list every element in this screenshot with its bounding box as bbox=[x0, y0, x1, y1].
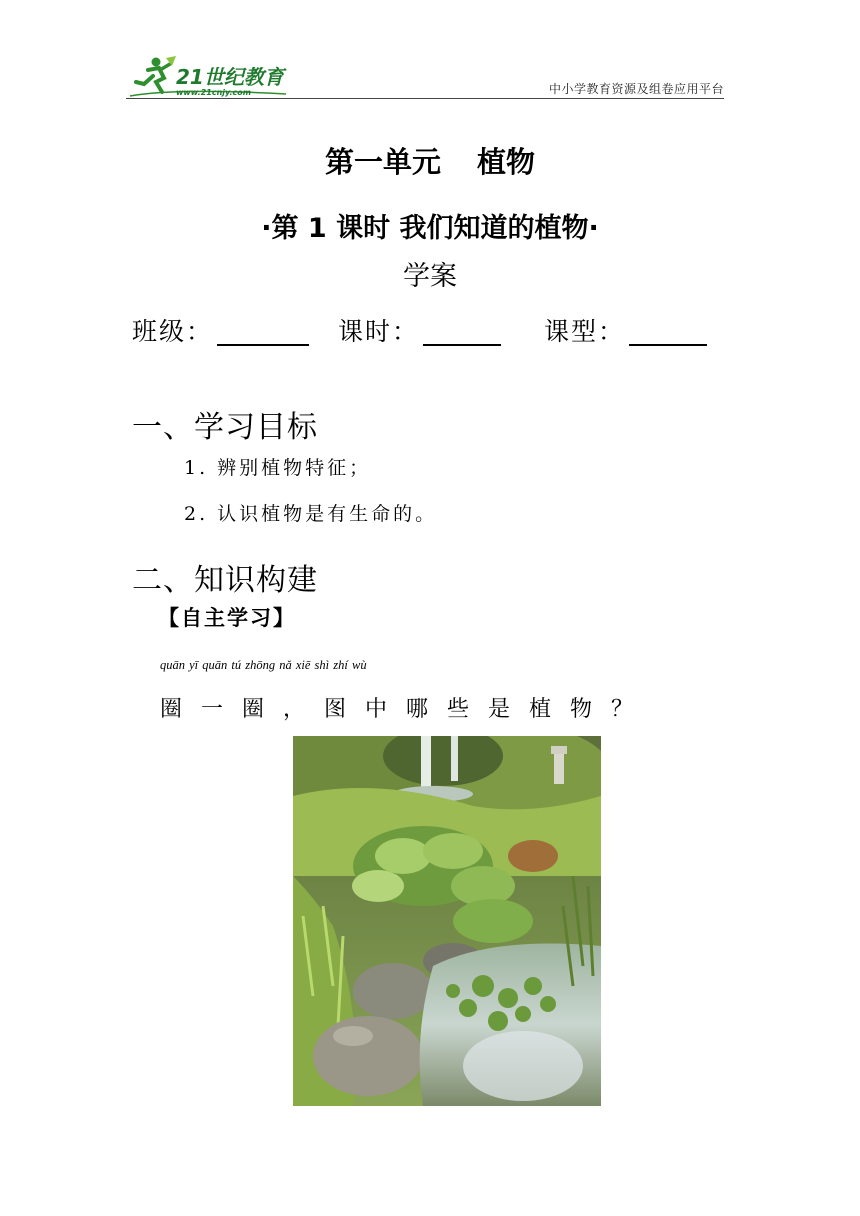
class-label: 班级： bbox=[132, 317, 214, 346]
unit-title-part2: 植物 bbox=[477, 145, 536, 179]
logo-text: 21世纪教育 bbox=[176, 65, 284, 89]
type-label: 课型： bbox=[544, 317, 626, 346]
unit-title-part1: 第一单元 bbox=[324, 145, 441, 179]
type-blank[interactable] bbox=[629, 316, 707, 346]
period-label: 课时： bbox=[338, 317, 420, 346]
platform-name: 中小学教育资源及组卷应用平台 bbox=[548, 82, 724, 96]
lesson-title: ·第 1 课时 我们知道的植物· bbox=[261, 213, 599, 244]
garden-pond-photo bbox=[293, 736, 601, 1106]
goal-item: 1. 辨别植物特征； bbox=[184, 457, 372, 479]
logo-url: www.21cnjy.com bbox=[176, 88, 252, 97]
question-text: 圈一圈，图中哪些是植物？ bbox=[160, 697, 653, 722]
goal-item: 2. 认识植物是有生命的。 bbox=[184, 503, 438, 525]
type-field bbox=[544, 312, 707, 348]
unit-title bbox=[0, 140, 860, 181]
self-study-label: 【自主学习】 bbox=[158, 606, 296, 630]
info-row bbox=[132, 312, 732, 352]
garden-pond-illustration bbox=[293, 736, 601, 1106]
site-logo bbox=[126, 52, 296, 100]
class-blank[interactable] bbox=[217, 316, 309, 346]
section-heading-goals: 一、学习目标 bbox=[132, 410, 318, 445]
period-field bbox=[338, 312, 501, 348]
pinyin-line: quān yī quān tú zhōng nǎ xiē shì zhí wù bbox=[160, 658, 367, 672]
class-field bbox=[132, 312, 309, 348]
period-blank[interactable] bbox=[423, 316, 501, 346]
header-divider bbox=[126, 98, 724, 99]
document-subtitle: 学案 bbox=[403, 261, 457, 292]
section-heading-knowledge: 二、知识构建 bbox=[132, 563, 318, 598]
